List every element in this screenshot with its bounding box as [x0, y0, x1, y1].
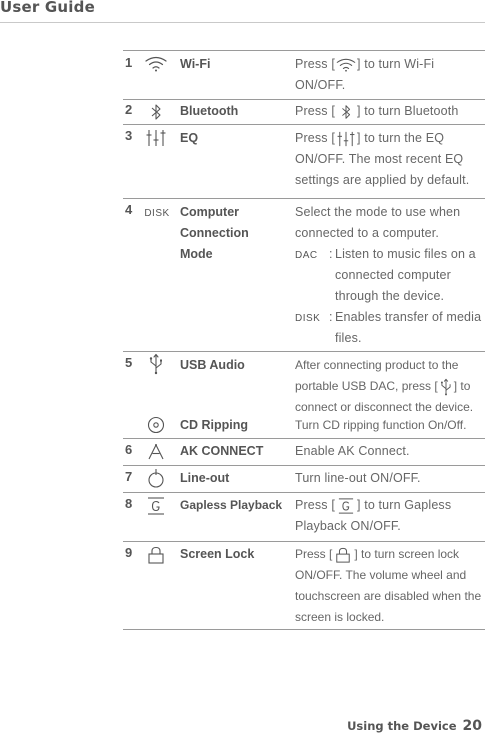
desc-text: Press [	[295, 547, 333, 561]
setting-name: Computer Connection Mode	[180, 205, 249, 261]
lock-icon	[141, 545, 171, 565]
option-text: Enables transfer of media files.	[335, 310, 482, 345]
setting-name: Bluetooth	[180, 104, 239, 118]
bluetooth-icon	[335, 104, 357, 120]
line-out-icon	[141, 468, 171, 488]
eq-sliders-icon	[335, 131, 357, 147]
cd-icon	[141, 415, 171, 435]
row-number: 7	[125, 469, 133, 484]
page-number: 20	[462, 718, 482, 734]
desc-text: After connecting product to the portable USB DAC, press [	[295, 358, 459, 393]
title-divider	[0, 22, 485, 23]
setting-name: CD Ripping	[180, 418, 249, 432]
row-number: 1	[125, 55, 133, 70]
table-row-computer-connection	[123, 199, 485, 352]
setting-description	[295, 495, 483, 537]
setting-name: Gapless Playback	[180, 498, 283, 512]
desc-text: Press [	[295, 131, 335, 145]
setting-description: Turn CD ripping function On/Off.	[295, 418, 467, 432]
option-text: Listen to music files on a connected computer through the device.	[335, 247, 476, 303]
setting-description	[295, 54, 483, 96]
table-row-eq	[123, 125, 485, 199]
setting-description	[295, 544, 483, 628]
setting-name: Screen Lock	[180, 547, 255, 561]
table-row-bluetooth	[123, 100, 485, 125]
setting-description: Enable AK Connect.	[295, 444, 410, 458]
row-number: 2	[125, 102, 133, 117]
table-row-wifi	[123, 50, 485, 100]
row-number: 9	[125, 545, 133, 560]
section-name: Using the Device	[347, 719, 457, 733]
option-dac: DAC : Listen to music files on a connected computer through the device.	[295, 244, 483, 307]
usb-icon	[141, 354, 171, 374]
desc-text: ] to connect or disconnect the device.	[295, 379, 474, 414]
gapless-icon	[141, 496, 171, 516]
setting-description	[295, 101, 483, 122]
table-row-line-out	[123, 466, 485, 493]
lock-icon	[332, 547, 354, 563]
setting-name: Line-out	[180, 471, 230, 485]
setting-name: USB Audio	[180, 358, 245, 372]
setting-name: EQ	[180, 131, 199, 145]
page-title: User Guide	[0, 0, 95, 16]
row-number: 4	[125, 202, 133, 217]
quick-settings-table	[123, 50, 485, 630]
setting-description: Turn line-out ON/OFF.	[295, 471, 421, 485]
setting-description	[295, 355, 483, 418]
row-number: 3	[125, 128, 133, 143]
table-row-screen-lock	[123, 542, 485, 630]
table-row-ak-connect	[123, 439, 485, 466]
desc-text: Press [	[295, 57, 335, 71]
desc-text: ] to turn the EQ ON/OFF. The most recent EQ settings are applied by default.	[295, 131, 470, 187]
table-row-gapless	[123, 493, 485, 542]
usb-icon	[438, 379, 454, 395]
option-disk: DISK : Enables transfer of media files.	[295, 307, 483, 349]
wifi-icon	[141, 54, 171, 74]
desc-text: Press [	[295, 104, 335, 118]
desc-text: ] to turn screen lock ON/OFF. The volume wheel and touchscreen are disabled when the screen is locked.	[295, 547, 482, 624]
setting-name: Wi-Fi	[180, 57, 211, 71]
ak-connect-icon	[141, 442, 171, 462]
desc-text: Press [	[295, 498, 335, 512]
page-footer	[347, 718, 482, 734]
disk-label: DISK	[295, 313, 321, 324]
desc-text: Select the mode to use when connected to a computer.	[295, 205, 461, 240]
row-number: 5	[125, 355, 133, 370]
wifi-icon	[335, 57, 357, 73]
setting-name: AK CONNECT	[180, 444, 264, 458]
row-number: 8	[125, 496, 133, 511]
bluetooth-icon	[141, 102, 171, 122]
disk-mode-icon	[141, 203, 173, 223]
table-row-usb-audio	[123, 352, 485, 439]
desc-text: ] to turn Wi-Fi ON/OFF.	[295, 57, 435, 92]
dac-label: DAC	[295, 250, 318, 261]
setting-description	[295, 202, 483, 349]
gapless-icon	[335, 498, 357, 514]
row-number: 6	[125, 442, 133, 457]
setting-description	[295, 128, 483, 191]
eq-sliders-icon	[141, 128, 171, 148]
disk-mode-label: DISK	[144, 207, 170, 219]
desc-text: ] to turn Gapless Playback ON/OFF.	[295, 498, 452, 533]
desc-text: ] to turn Bluetooth	[356, 104, 459, 118]
